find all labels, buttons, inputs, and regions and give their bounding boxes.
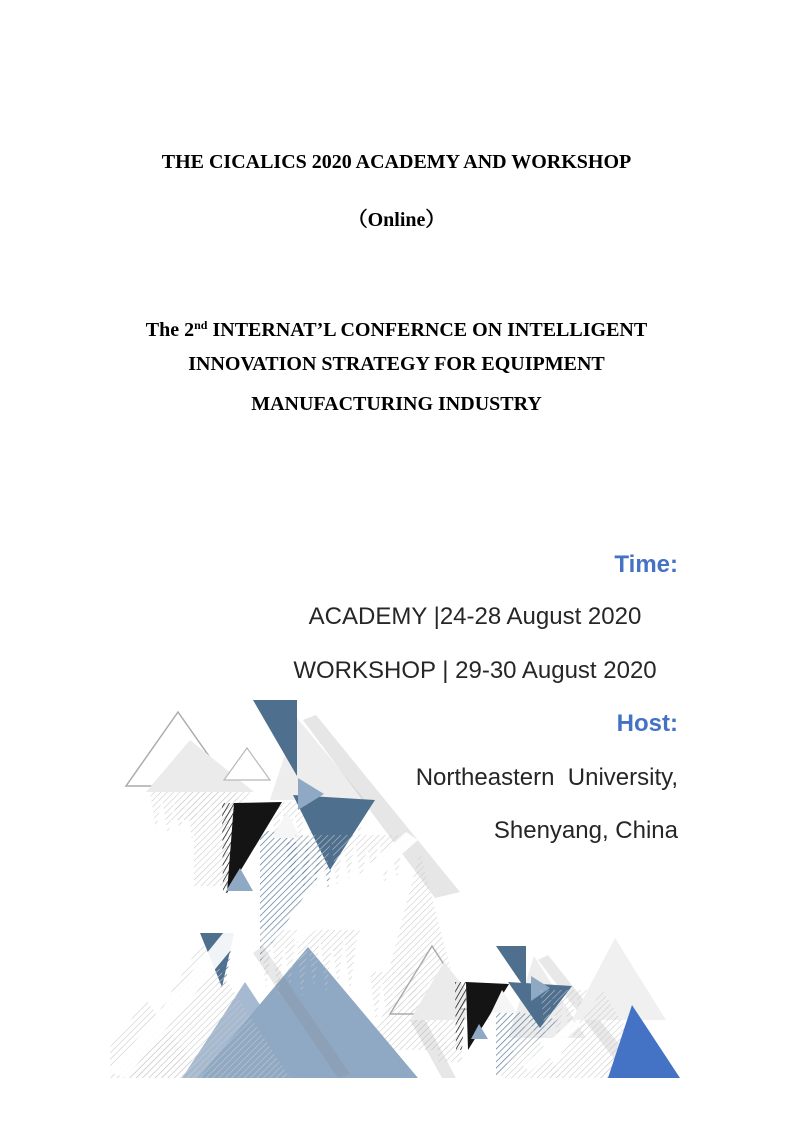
workshop-schedule: WORKSHOP | 29-30 August 2020 (293, 657, 657, 684)
academy-schedule: ACADEMY |24-28 August 2020 (308, 603, 642, 630)
conference-title-line3: MANUFACTURING INDUSTRY (251, 393, 542, 415)
left-triangle-cluster (110, 700, 460, 1078)
white-outline-triangle (224, 748, 270, 780)
time-label: Time: (614, 551, 678, 578)
ordinal-superscript: nd (194, 318, 208, 332)
conference-line1-rest: INTERNAT’L CONFERNCE ON INTELLIGENT (207, 319, 648, 341)
document-title: THE CICALICS 2020 ACADEMY AND WORKSHOP (161, 151, 632, 173)
host-university: Northeastern University, (415, 764, 678, 791)
conference-title-line1 (0, 310, 793, 345)
conference-title-line2: INNOVATION STRATEGY FOR EQUIPMENT (188, 353, 605, 375)
gray-triangle (572, 938, 666, 1020)
document-subtitle: （Online） (347, 209, 446, 231)
triangle-artwork (110, 690, 690, 1110)
host-label: Host: (616, 710, 678, 737)
host-city: Shenyang, China (493, 817, 678, 844)
conference-line1-prefix: The 2 (145, 319, 195, 341)
